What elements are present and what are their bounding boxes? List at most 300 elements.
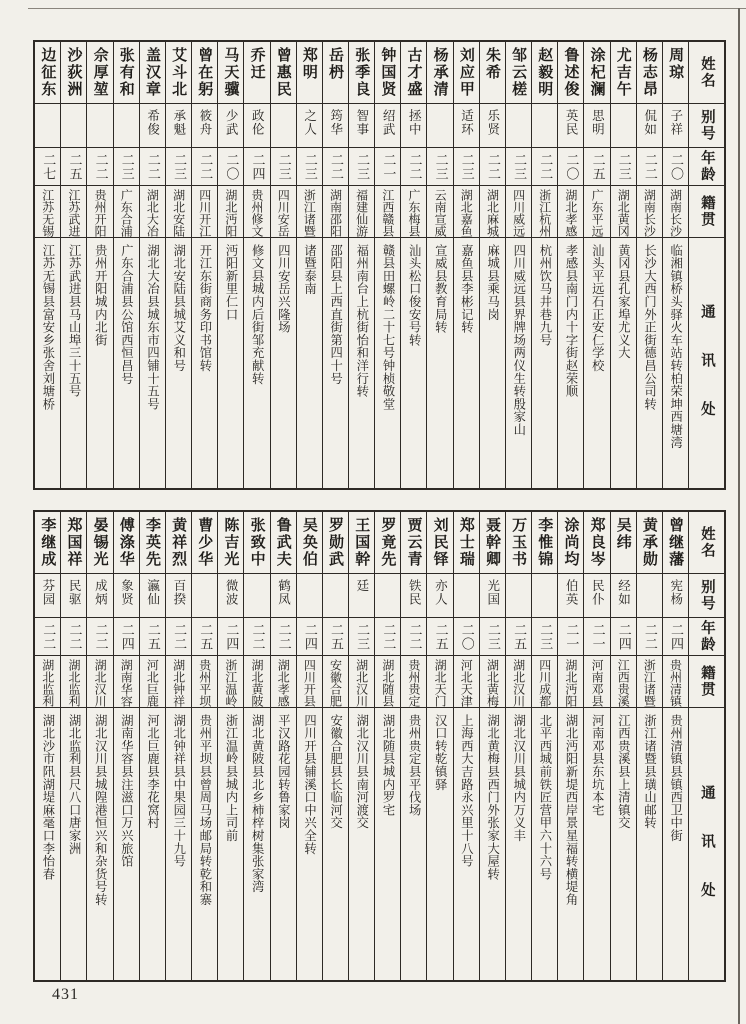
entry-column <box>165 512 191 980</box>
entry-column <box>662 42 688 488</box>
entry-address-cell: 汕头松口俊安号转 <box>407 244 422 347</box>
entry-alias-cell <box>114 104 139 148</box>
entry-native-cell: 贵州贵定 <box>401 656 426 708</box>
entry-alias-cell: 少武 <box>218 104 243 148</box>
entry-name-cell: 罗竟先 <box>375 512 400 574</box>
entry-age-cell: 二三 <box>349 148 374 186</box>
entry-name-cell: 李英先 <box>140 512 165 574</box>
entry-native-cell: 江西赣县 <box>375 186 400 238</box>
entry-age-cell: 二〇 <box>558 148 583 186</box>
entry-address-cell: 四川开县铺溪口中兴全转 <box>302 714 317 855</box>
entry-column <box>86 512 112 980</box>
entry-age-cell: 二三 <box>454 148 479 186</box>
entry-alias-cell: 承魁 <box>166 104 191 148</box>
entry-age-cell: 二一 <box>584 618 609 656</box>
entry-alias-cell: 思明 <box>584 104 609 148</box>
entry-column <box>243 42 269 488</box>
entry-address-cell: 湖南华容县注滋口万兴旅馆 <box>119 714 134 868</box>
entry-alias-cell: 廷 <box>349 574 374 618</box>
entry-native-cell: 湖北麻城 <box>480 186 505 238</box>
entry-address-cell: 赣县田螺岭二十七号钟桢敬堂 <box>380 244 395 411</box>
entry-column <box>139 512 165 980</box>
header-age: 年龄 <box>689 618 724 656</box>
entry-address-cell: 修文县城内后街邹充献转 <box>250 244 265 385</box>
entry-native-cell: 湖南长沙 <box>637 186 662 238</box>
entry-address-cell: 湖北监利县尺八口唐家洲 <box>67 714 82 855</box>
entry-native-cell: 湖北天门 <box>427 656 452 708</box>
entry-native-cell: 云南宣威 <box>427 186 452 238</box>
entry-name-cell: 王国幹 <box>349 512 374 574</box>
entry-address-cell: 湖北大冶县城东市四铺十五号 <box>145 244 160 411</box>
entry-alias-cell <box>611 104 636 148</box>
entry-native-cell: 浙江诸暨 <box>297 186 322 238</box>
entry-age-cell: 二五 <box>323 618 348 656</box>
entry-age-cell: 二五 <box>427 618 452 656</box>
header-column <box>688 512 724 980</box>
entry-native-cell: 贵州修文 <box>244 186 269 238</box>
header-address: 通讯处 <box>698 304 715 450</box>
entry-name-cell: 郑国祥 <box>61 512 86 574</box>
entry-age-cell: 二四 <box>297 618 322 656</box>
entry-name-cell: 黄承勋 <box>637 512 662 574</box>
entry-alias-cell <box>375 574 400 618</box>
entry-native-cell: 河北天津 <box>454 656 479 708</box>
entry-column <box>636 42 662 488</box>
entry-address-cell: 福州南台上杭街怡和洋行转 <box>354 244 369 398</box>
entry-native-cell: 江西贵溪 <box>611 656 636 708</box>
entry-address-cell: 湖北安陆县城艾义和号 <box>171 244 186 372</box>
entry-name-cell: 张致中 <box>244 512 269 574</box>
entry-alias-cell: 百揆 <box>166 574 191 618</box>
entry-address-cell: 河南邓县东坑本宅 <box>590 714 605 817</box>
entry-column <box>191 512 217 980</box>
entry-column <box>426 512 452 980</box>
entry-column <box>557 42 583 488</box>
entry-name-cell: 黄祥烈 <box>166 512 191 574</box>
entry-column <box>374 42 400 488</box>
header-alias: 别号 <box>689 574 724 618</box>
entry-age-cell: 二〇 <box>454 618 479 656</box>
entry-native-cell: 湖北黄冈 <box>611 186 636 238</box>
entry-alias-cell: 芬园 <box>35 574 60 618</box>
entry-age-cell: 二四 <box>663 618 688 656</box>
entry-age-cell: 二二 <box>480 148 505 186</box>
entry-alias-cell: 经如 <box>611 574 636 618</box>
entry-address-cell: 湖北钟祥县中果园三十九号 <box>171 714 186 868</box>
entry-alias-cell <box>35 104 60 148</box>
entry-address-cell: 四川安岳兴隆场 <box>276 244 291 334</box>
entry-age-cell: 二二 <box>532 148 557 186</box>
entry-column <box>479 512 505 980</box>
entry-age-cell: 二二 <box>401 148 426 186</box>
entry-age-cell: 二〇 <box>663 148 688 186</box>
entry-address-cell: 江苏武进县马山埠三十五号 <box>67 244 82 398</box>
header-name: 姓名 <box>689 512 724 574</box>
entry-name-cell: 朱希 <box>480 42 505 104</box>
entry-native-cell: 浙江诸暨 <box>637 656 662 708</box>
entry-column <box>479 42 505 488</box>
entry-age-cell: 二七 <box>35 148 60 186</box>
entry-native-cell: 湖北沔阳 <box>218 186 243 238</box>
entry-native-cell: 湖北汉川 <box>87 656 112 708</box>
entry-address-cell: 浙江诸暨县璜山邮转 <box>642 714 657 830</box>
entry-name-cell: 周琼 <box>663 42 688 104</box>
entry-name-cell: 刘应甲 <box>454 42 479 104</box>
entry-address-cell: 宣威县教育局转 <box>433 244 448 334</box>
entry-age-cell: 二五 <box>192 618 217 656</box>
entry-column <box>270 42 296 488</box>
entry-alias-cell: 亦人 <box>427 574 452 618</box>
entry-age-cell: 二二 <box>637 618 662 656</box>
entry-age-cell: 二一 <box>558 618 583 656</box>
entry-address-cell: 湖北黄陂县北乡柿梓树集张家湾 <box>250 714 265 894</box>
entry-address-cell: 湖北汉川县南河渡交 <box>354 714 369 830</box>
entry-name-cell: 鲁武夫 <box>271 512 296 574</box>
entry-native-cell: 四川开县 <box>297 656 322 708</box>
entry-column <box>322 42 348 488</box>
entry-native-cell: 湖北孝感 <box>271 656 296 708</box>
entry-alias-cell: 象贤 <box>114 574 139 618</box>
entry-age-cell: 二三 <box>480 618 505 656</box>
entry-name-cell: 张有和 <box>114 42 139 104</box>
header-address: 通讯处 <box>698 785 715 931</box>
entry-column <box>636 512 662 980</box>
entry-alias-cell: 成炳 <box>87 574 112 618</box>
entry-age-cell: 二三 <box>349 618 374 656</box>
entry-age-cell: 二二 <box>61 618 86 656</box>
entry-address-cell: 诸暨泰南 <box>302 244 317 296</box>
entry-age-cell: 二三 <box>114 148 139 186</box>
entry-native-cell: 湖北汉川 <box>349 656 374 708</box>
entry-native-cell: 湖北大冶 <box>140 186 165 238</box>
entry-alias-cell <box>271 104 296 148</box>
entry-name-cell: 曹少华 <box>192 512 217 574</box>
entry-alias-cell: 铁民 <box>401 574 426 618</box>
entry-name-cell: 尤吉午 <box>611 42 636 104</box>
entry-alias-cell <box>506 574 531 618</box>
entry-name-cell: 岳枬 <box>323 42 348 104</box>
header-age: 年龄 <box>689 148 724 186</box>
entry-column <box>348 512 374 980</box>
entry-address-cell: 上海西大吉路永兴里十八号 <box>459 714 474 868</box>
entry-column <box>348 42 374 488</box>
entry-column <box>610 42 636 488</box>
entry-age-cell: 二五 <box>61 148 86 186</box>
entry-address-cell: 湖北汉川县城内万义丰 <box>511 714 526 842</box>
entry-column <box>505 512 531 980</box>
entry-column <box>217 512 243 980</box>
entry-alias-cell <box>61 104 86 148</box>
entry-address-cell: 湖北随县城内罗宅 <box>380 714 395 817</box>
entry-native-cell: 浙江温岭 <box>218 656 243 708</box>
entry-alias-cell: 之人 <box>297 104 322 148</box>
entry-address-cell: 长沙大西门外正街德昌公司转 <box>642 244 657 411</box>
entry-native-cell: 湖北钟祥 <box>166 656 191 708</box>
header-native: 籍贯 <box>689 186 724 238</box>
entry-alias-cell <box>637 574 662 618</box>
entry-column <box>60 42 86 488</box>
entry-native-cell: 湖北沔阳 <box>558 656 583 708</box>
entry-address-cell: 沔阳新里仁口 <box>224 244 239 321</box>
entry-age-cell: 二二 <box>35 618 60 656</box>
entry-alias-cell: 拯中 <box>401 104 426 148</box>
entry-name-cell: 佘厚堃 <box>87 42 112 104</box>
entry-age-cell: 二二 <box>271 618 296 656</box>
entry-alias-cell: 微波 <box>218 574 243 618</box>
entry-address-cell: 开江东街商务印书馆转 <box>197 244 212 372</box>
entry-native-cell: 湖北监利 <box>35 656 60 708</box>
entry-alias-cell: 希俊 <box>140 104 165 148</box>
entry-name-cell: 吴奂伯 <box>297 512 322 574</box>
entry-native-cell: 贵州开阳 <box>87 186 112 238</box>
entry-native-cell: 河北巨鹿 <box>140 656 165 708</box>
entry-alias-cell: 民仆 <box>584 574 609 618</box>
entry-name-cell: 曾惠民 <box>271 42 296 104</box>
entry-alias-cell: 宪杨 <box>663 574 688 618</box>
entry-alias-cell: 适环 <box>454 104 479 148</box>
entry-name-cell: 罗勋武 <box>323 512 348 574</box>
entry-address-cell: 广东合浦县公馆西恒昌号 <box>119 244 134 385</box>
entry-native-cell: 广东平远 <box>584 186 609 238</box>
entry-column <box>531 42 557 488</box>
entry-age-cell: 二二 <box>87 618 112 656</box>
entry-age-cell: 二二 <box>166 618 191 656</box>
entry-address-cell: 麻城县乘马岗 <box>485 244 500 321</box>
entry-column <box>583 42 609 488</box>
entry-age-cell: 二〇 <box>218 148 243 186</box>
entry-alias-cell <box>323 574 348 618</box>
entry-name-cell: 曾继藩 <box>663 512 688 574</box>
entry-alias-cell: 英民 <box>558 104 583 148</box>
entry-native-cell: 湖南华容 <box>114 656 139 708</box>
entry-alias-cell: 筠华 <box>323 104 348 148</box>
entry-age-cell: 二三 <box>271 148 296 186</box>
entry-native-cell: 福建仙游 <box>349 186 374 238</box>
entry-address-cell: 江西贵溪县上清镇交 <box>616 714 631 830</box>
entry-column <box>60 512 86 980</box>
entry-column <box>662 512 688 980</box>
header-native: 籍贯 <box>689 656 724 708</box>
entry-native-cell: 湖北监利 <box>61 656 86 708</box>
entry-name-cell: 邹云槎 <box>506 42 531 104</box>
entry-alias-cell: 瀛仙 <box>140 574 165 618</box>
entry-column <box>583 512 609 980</box>
entry-column <box>453 42 479 488</box>
header-name: 姓名 <box>689 42 724 104</box>
entry-address-cell: 汉口转乾镇驿 <box>433 714 448 791</box>
entry-native-cell: 湖北黄梅 <box>480 656 505 708</box>
entry-name-cell: 乔迁 <box>244 42 269 104</box>
entry-alias-cell: 智事 <box>349 104 374 148</box>
entry-alias-cell: 鹤凤 <box>271 574 296 618</box>
entry-column <box>453 512 479 980</box>
entry-name-cell: 杨承清 <box>427 42 452 104</box>
entry-address-cell: 河北巨鹿县李花窝村 <box>145 714 160 830</box>
entry-name-cell: 张季良 <box>349 42 374 104</box>
entry-native-cell: 广东梅县 <box>401 186 426 238</box>
entry-column <box>113 42 139 488</box>
entry-address-cell: 汕头平远石正安仁学校 <box>590 244 605 372</box>
entry-column <box>243 512 269 980</box>
entry-age-cell: 二三 <box>166 148 191 186</box>
entry-alias-cell: 侃如 <box>637 104 662 148</box>
entry-address-cell: 贵州开阳城内北街 <box>93 244 108 347</box>
entry-age-cell: 二三 <box>532 618 557 656</box>
entry-column <box>35 42 60 488</box>
entry-address-cell: 四川威远县界牌场两仪生转殷家山 <box>511 244 526 436</box>
entry-address-cell: 孝感县南门内十字街赵荣顺 <box>564 244 579 398</box>
entry-age-cell: 二三 <box>297 148 322 186</box>
entry-address-cell: 杭州饮马井巷九号 <box>537 244 552 347</box>
header-alias: 别号 <box>689 104 724 148</box>
entry-address-cell: 邵阳县上西直街第四十号 <box>328 244 343 385</box>
entry-age-cell: 二二 <box>375 618 400 656</box>
page-number: 431 <box>52 986 79 1003</box>
entry-address-cell: 湖北沙市阠湖堤麻毫口李怡春 <box>40 714 55 881</box>
entry-name-cell: 陈吉光 <box>218 512 243 574</box>
entry-address-cell: 临湘镇桥头驿火车站转柏荣坤西塘湾 <box>668 244 683 449</box>
entry-column <box>191 42 217 488</box>
entry-alias-cell: 乐贤 <box>480 104 505 148</box>
entry-address-cell: 安徽合肥县长临河交 <box>328 714 343 830</box>
entry-age-cell: 二三 <box>427 148 452 186</box>
entry-column <box>400 512 426 980</box>
entry-name-cell: 万玉书 <box>506 512 531 574</box>
entry-native-cell: 四川成都 <box>532 656 557 708</box>
entry-alias-cell: 伯英 <box>558 574 583 618</box>
entry-name-cell: 郑士瑞 <box>454 512 479 574</box>
entry-alias-cell <box>192 574 217 618</box>
entry-native-cell: 四川威远 <box>506 186 531 238</box>
entry-column <box>557 512 583 980</box>
entry-name-cell: 聂幹卿 <box>480 512 505 574</box>
entry-column <box>270 512 296 980</box>
entry-native-cell: 湖北随县 <box>375 656 400 708</box>
entry-address-cell: 贵州清镇县镇西卫中街 <box>668 714 683 842</box>
entry-alias-cell: 民驱 <box>61 574 86 618</box>
entry-native-cell: 湖北安陆 <box>166 186 191 238</box>
entry-age-cell: 二三 <box>506 148 531 186</box>
entry-name-cell: 李惟锦 <box>532 512 557 574</box>
entry-column <box>505 42 531 488</box>
entry-alias-cell: 子祥 <box>663 104 688 148</box>
scan-edge-right-line <box>738 8 740 1024</box>
entry-name-cell: 赵毅明 <box>532 42 557 104</box>
entry-native-cell: 安徽合肥 <box>323 656 348 708</box>
entry-name-cell: 马天骥 <box>218 42 243 104</box>
entry-column <box>610 512 636 980</box>
entry-alias-cell <box>244 574 269 618</box>
entry-name-cell: 李继成 <box>35 512 60 574</box>
directory-table-bottom <box>33 510 726 982</box>
entry-native-cell: 湖北嘉鱼 <box>454 186 479 238</box>
entry-name-cell: 吴纬 <box>611 512 636 574</box>
entry-column <box>296 42 322 488</box>
entry-alias-cell <box>532 574 557 618</box>
entry-age-cell: 二三 <box>611 148 636 186</box>
entry-column <box>374 512 400 980</box>
entry-native-cell: 浙江杭州 <box>532 186 557 238</box>
entry-native-cell: 湖南长沙 <box>663 186 688 238</box>
entry-native-cell: 广东合浦 <box>114 186 139 238</box>
entry-native-cell: 湖南邵阳 <box>323 186 348 238</box>
entry-address-cell: 嘉鱼县李彬记转 <box>459 244 474 334</box>
entry-age-cell: 二五 <box>584 148 609 186</box>
entry-age-cell: 二五 <box>506 618 531 656</box>
entry-age-cell: 二二 <box>637 148 662 186</box>
entry-name-cell: 晏锡光 <box>87 512 112 574</box>
entry-alias-cell: 筱舟 <box>192 104 217 148</box>
entry-name-cell: 钟国贤 <box>375 42 400 104</box>
entry-name-cell: 艾斗北 <box>166 42 191 104</box>
entry-name-cell: 曾在躬 <box>192 42 217 104</box>
entry-age-cell: 二二 <box>192 148 217 186</box>
entry-native-cell: 湖北汉川 <box>506 656 531 708</box>
entry-age-cell: 二二 <box>140 148 165 186</box>
entry-age-cell: 二四 <box>218 618 243 656</box>
entry-column <box>86 42 112 488</box>
entry-name-cell: 郑明 <box>297 42 322 104</box>
entry-address-cell: 平汉路花园转鲁家岗 <box>276 714 291 830</box>
entry-native-cell: 河南邓县 <box>584 656 609 708</box>
entry-age-cell: 二二 <box>401 618 426 656</box>
entry-address-cell: 湖北黄梅县西门外张家大屋转 <box>485 714 500 881</box>
entry-age-cell: 二二 <box>244 618 269 656</box>
entry-age-cell: 二四 <box>114 618 139 656</box>
entry-native-cell: 四川安岳 <box>271 186 296 238</box>
entry-address-cell: 黄冈县孔家埠尤义大 <box>616 244 631 360</box>
entry-alias-cell <box>506 104 531 148</box>
entry-name-cell: 涂尚均 <box>558 512 583 574</box>
scan-edge-top-line <box>28 8 746 9</box>
entry-native-cell: 江苏武进 <box>61 186 86 238</box>
entry-name-cell: 鲁述俊 <box>558 42 583 104</box>
entry-column <box>165 42 191 488</box>
entry-name-cell: 涂杞澜 <box>584 42 609 104</box>
entry-native-cell: 湖北孝感 <box>558 186 583 238</box>
entry-age-cell: 二四 <box>611 618 636 656</box>
entry-native-cell: 湖北黄陂 <box>244 656 269 708</box>
entry-alias-cell: 光国 <box>480 574 505 618</box>
entry-column <box>113 512 139 980</box>
entry-name-cell: 沙荻洲 <box>61 42 86 104</box>
entry-alias-cell: 政伦 <box>244 104 269 148</box>
entry-name-cell: 傅涤华 <box>114 512 139 574</box>
header-column <box>688 42 724 488</box>
entry-alias-cell: 绍武 <box>375 104 400 148</box>
entry-native-cell: 贵州清镇 <box>663 656 688 708</box>
entry-alias-cell <box>454 574 479 618</box>
entry-column <box>322 512 348 980</box>
entry-name-cell: 刘民铎 <box>427 512 452 574</box>
entry-address-cell: 湖北汉川县城隍港恒兴和杂货号转 <box>93 714 108 906</box>
entry-alias-cell <box>87 104 112 148</box>
entry-column <box>139 42 165 488</box>
entry-address-cell: 浙江温岭县城内上司前 <box>224 714 239 842</box>
entry-address-cell: 湖北沔阳新堤西岸景星福转横堤角 <box>564 714 579 906</box>
entry-age-cell: 二二 <box>323 148 348 186</box>
entry-column <box>531 512 557 980</box>
entry-column <box>296 512 322 980</box>
entry-column <box>400 42 426 488</box>
entry-address-cell: 贵州贵定县平伐场 <box>407 714 422 817</box>
entry-native-cell: 江苏无锡 <box>35 186 60 238</box>
entry-age-cell: 二五 <box>140 618 165 656</box>
entry-column <box>35 512 60 980</box>
entry-name-cell: 边征东 <box>35 42 60 104</box>
directory-table-top <box>33 40 726 490</box>
entry-age-cell: 二二 <box>87 148 112 186</box>
